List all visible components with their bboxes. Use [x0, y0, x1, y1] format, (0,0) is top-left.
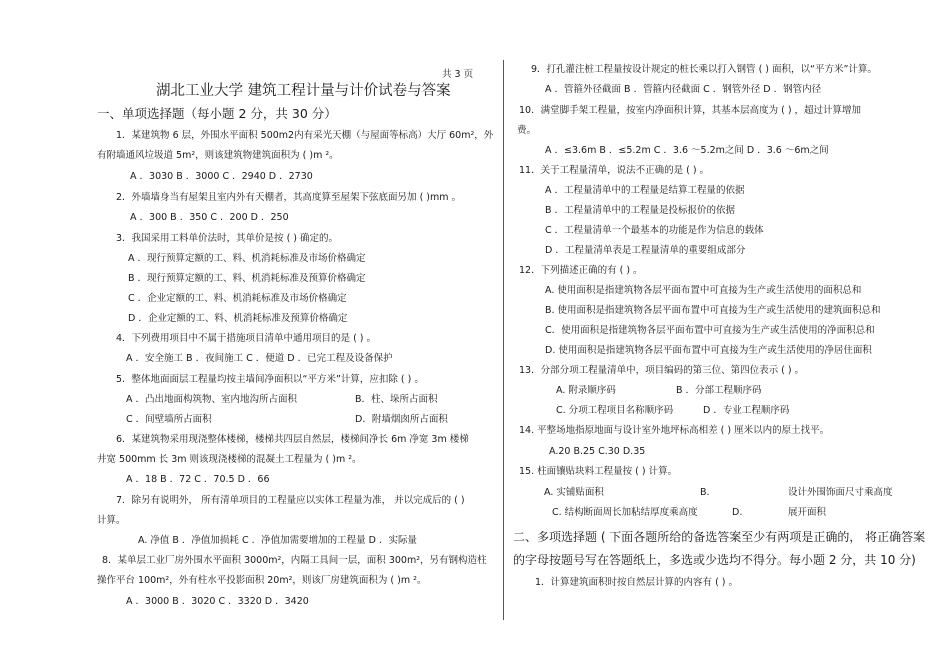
question-1-cont: 有附墙通风垃圾道 5m²，则该建筑物建筑面积为 ( )m ²。 [97, 150, 339, 161]
question-3-option-d: D ．企业定额的工、料、机消耗标准及预算价格确定 [128, 313, 348, 324]
question-8-options: A ．3000 B ．3020 C ．3320 D ．3420 [126, 596, 309, 607]
question-10-options: A ．≤3.6m B ．≤5.2m C ．3.6 ～5.2m之间 D ．3.6 ～6m之间 [545, 145, 829, 156]
question-11-option-c: C ．工程量清单一个最基本的功能是作为信息的载体 [545, 225, 764, 236]
question-12-option-c: C．使用面积是指建筑物各层平面布置中可直接为生产或生活使用的净面积总和 [545, 325, 875, 336]
question-15: 15. 柱面镶贴块料工程量按 ( ) 计算。 [519, 466, 678, 477]
question-7-options: A. 净值 B ．净值加损耗 C ．净值加需要增加的工程量 D ．实际量 [138, 535, 417, 546]
question-10: 10．满堂脚手架工程量，按室内净面积计算，其基本层高度为 ( ) ，超过计算增加 [519, 105, 862, 116]
question-13-option-c: C. 分项工程项目名称顺序码 [556, 405, 674, 416]
question-11-option-a: A ．工程量清单中的工程量是结算工程量的依据 [545, 185, 745, 196]
question-4-options: A ．安全施工 B ．夜间施工 C ．便道 D ．已完工程及设备保护 [126, 353, 393, 364]
question-13: 13．分部分项工程量清单中，项目编码的第三位、第四位表示 ( ) 。 [519, 365, 805, 376]
question-1: 1．某建筑物 6 层，外围水平面积 500m2内有采光天棚（与屋面等标高）大厅 60m²，外 [116, 130, 494, 141]
section-single-choice: 一、单项选择题（每小题 2 分，共 30 分） [97, 106, 337, 121]
question-10-cont: 费。 [517, 125, 537, 136]
column-divider [503, 60, 504, 620]
question-12: 12．下列描述正确的有 ( ) 。 [519, 265, 643, 276]
question-1-options: A ．3030 B ．3000 C ．2940 D ．2730 [130, 171, 313, 182]
question-15-option-b: B. [700, 487, 710, 498]
question-15-option-a: A. 实铺贴面积 [544, 487, 604, 498]
question-11: 11．关于工程量清单，说法不正确的是 ( ) 。 [519, 165, 710, 176]
question-5-option-c: C ．间壁墙所占面积 [126, 414, 212, 425]
question-7-cont: 计算。 [97, 515, 126, 526]
question-3: 3．我国采用工料单价法时，其单价是按 ( ) 确定的。 [116, 233, 339, 244]
question-4: 4．下列费用项目中不属于措施项目清单中通用项目的是 ( ) 。 [116, 333, 377, 344]
question-12-option-d: D. 使用面积是指建筑物各层平面布置中可直接为生产或生活使用的净居住面积 [545, 345, 872, 356]
page-title: 湖北工业大学 建筑工程计量与计价试卷与答案 [156, 83, 451, 99]
question-6-cont: 井宽 500mm 长 3m 则该现浇楼梯的混凝土工程量为 ( )m ²。 [97, 454, 362, 465]
question-7: 7．除另有说明外， 所有清单项目的工程量应以实体工程量为准， 并以完成后的 ( ) [116, 495, 465, 506]
question-9: 9．打孔灌注桩工程量按设计规定的桩长乘以打入钢管 ( ) 面积，以“平方米”计算。 [531, 64, 877, 75]
question-13-option-d: D ．专业工程顺序码 [703, 405, 790, 416]
question-14: 14. 平整场地指原地面与设计室外地坪标高相差 ( ) 厘米以内的原土找平。 [519, 425, 830, 436]
question-2: 2．外墙墙身当有屋架且室内外有天棚者，其高度算至屋架下弦底面另加 ( )mm 。 [116, 192, 462, 203]
question-15-option-b-text: 设计外围饰面尺寸乘高度 [788, 487, 893, 498]
question-5-option-d: D．附墙烟囱所占面积 [355, 414, 448, 425]
question-12-option-b: B. 使用面积是指建筑物各层平面布置中可直接为生产或生活使用的建筑面积总和 [545, 305, 881, 316]
question-5-option-a: A ．凸出地面构筑物、室内地沟所占面积 [126, 394, 298, 405]
question-8-cont: 操作平台 100m²，外有柱水平投影面积 20m²，则该厂房建筑面积为 ( )m ²。 [97, 575, 427, 586]
multi-question-1: 1．计算建筑面积时按自然层计算的内容有 ( ) 。 [535, 577, 739, 588]
page-count: 共 3 页 [442, 69, 474, 80]
section-multi-choice-cont: 的字母按题号写在答题纸上，多选或少选均不得分。每小题 2 分，共 10 分) [513, 553, 916, 567]
question-5-option-b: B．柱、垛所占面积 [355, 394, 438, 405]
question-3-option-b: B ．现行预算定额的工、料、机消耗标准及预算价格确定 [128, 273, 366, 284]
section-multi-choice: 二、多项选择题 ( 下面各题所给的备选答案至少有两项是正确的， 将正确答案 [513, 530, 926, 544]
question-11-option-d: D ．工程量清单表是工程量清单的重要组成部分 [545, 245, 746, 256]
question-12-option-a: A. 使用面积是指建筑物各层平面布置中可直接为生产或生活使用的面积总和 [545, 285, 862, 296]
question-15-option-d-text: 展开面积 [788, 507, 827, 518]
question-6: 6．某建筑物采用现浇整体楼梯，楼梯共四层自然层，楼梯间净长 6m 净宽 3m 楼梯 [116, 434, 469, 445]
question-15-option-c: C. 结构断面周长加粘结厚度乘高度 [552, 507, 698, 518]
question-3-option-a: A ．现行预算定额的工、料、机消耗标准及市场价格确定 [128, 253, 366, 264]
question-13-option-a: A. 附录顺序码 [556, 385, 616, 396]
question-6-options: A ．18 B ．72 C ．70.5 D ．66 [126, 474, 270, 485]
question-14-options: A.20 B.25 C.30 D.35 [549, 446, 646, 457]
question-8: 8．某单层工业厂房外围水平面积 3000m²，内隔工具间一层，面积 300m²，另有钢构造柱 [102, 555, 487, 566]
question-11-option-b: B ．工程量清单中的工程量是投标报价的依据 [545, 205, 736, 216]
question-5: 5．整体地面面层工程量均按主墙间净面积以“平方米”计算，应扣除 ( ) 。 [116, 374, 424, 385]
question-13-option-b: B ．分部工程顺序码 [676, 385, 762, 396]
question-15-option-d: D. [732, 507, 743, 518]
question-3-option-c: C ．企业定额的工、料、机消耗标准及市场价格确定 [128, 293, 347, 304]
question-9-options: A ．管箍外径截面 B ．管箍内径截面 C ．钢管外径 D ．钢管内径 [545, 84, 822, 95]
question-2-options: A ．300 B ．350 C ．200 D ．250 [130, 212, 289, 223]
